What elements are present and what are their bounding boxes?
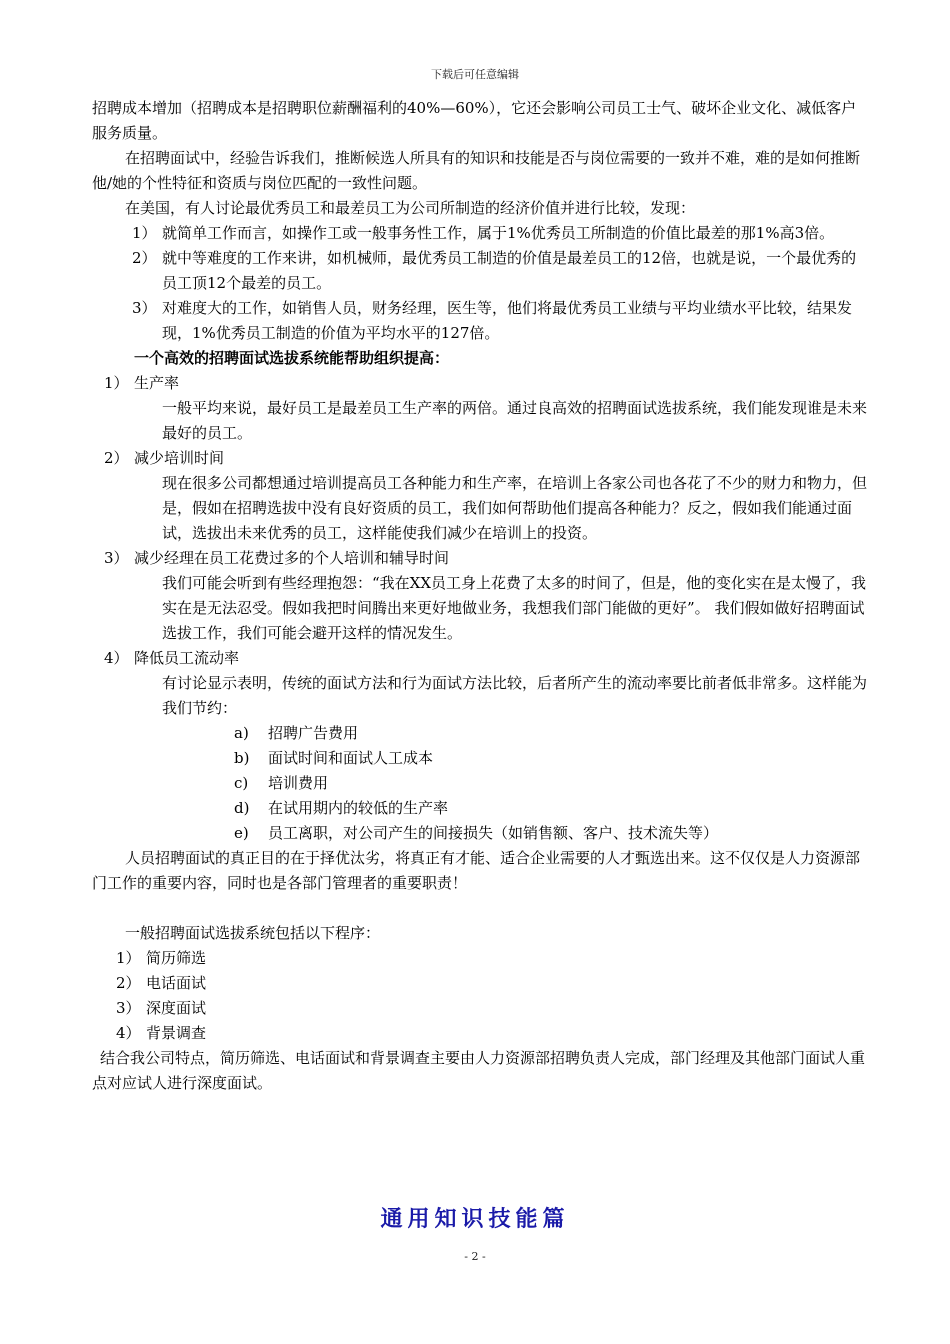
procedure-item [92, 946, 868, 971]
benefit-title-text: 降低员工流动率 [134, 649, 240, 667]
benefit-title-text: 减少经理在员工花费过多的个人培训和辅导时间 [134, 549, 450, 567]
benefit-title-text: 减少培训时间 [134, 449, 225, 467]
saving-letter: e) [234, 824, 249, 842]
benefit-body: 现在很多公司都想通过培训提高员工各种能力和生产率，在培训上各家公司也各花了不少的财力和物力，但是，假如在招聘选拔中没有良好资质的员工，我们如何帮助他们提高各种能力？反之，假如我们能通过面试，选拔出未来优秀的员工，这样能使我们减少在培训上的投资。 [162, 474, 868, 542]
paragraph-interview-purpose: 人员招聘面试的真正目的在于择优汰劣，将真正有才能、适合企业需要的人才甄选出来。这不仅仅是人力资源部门工作的重要内容，同时也是各部门管理者的重要职责！ [92, 849, 861, 892]
finding-number: 3） [132, 299, 157, 317]
paragraph-interview-experience: 在招聘面试中，经验告诉我们，推断候选人所具有的知识和技能是否与岗位需要的一致并不难，难的是如何推断他/她的个性特征和资质与岗位匹配的一致性问题。 [92, 149, 861, 192]
procedure-item [92, 996, 868, 1021]
finding-number: 2） [132, 249, 157, 267]
paragraph-conclusion: 结合我公司特点，简历筛选、电话面试和背景调查主要由人力资源部招聘负责人完成，部门经理及其他部门面试人重点对应试人进行深度面试。 [92, 1049, 866, 1092]
procedure-number: 4） [116, 1024, 141, 1042]
saving-item [92, 771, 868, 796]
procedure-number: 3） [116, 999, 141, 1017]
saving-letter: c) [234, 774, 249, 792]
document-body [92, 96, 868, 1096]
finding-text: 就中等难度的工作来讲，如机械师，最优秀员工制造的价值是最差员工的12倍，也就是说，一个最优秀的员工顶12个最差的员工。 [162, 249, 857, 292]
benefit-title-text: 生产率 [134, 374, 180, 392]
procedure-item [92, 1021, 868, 1046]
paragraph-recruitment-cost: 招聘成本增加（招聘成本是招聘职位薪酬福利的40%—60%），它还会影响公司员工士气、破坏企业文化、减低客户服务质量。 [92, 99, 857, 142]
finding-item [92, 221, 868, 246]
saving-item [92, 796, 868, 821]
procedure-number: 1） [116, 949, 141, 967]
paragraph-us-comparison: 在美国，有人讨论最优秀员工和最差员工为公司所制造的经济价值并进行比较，发现： [125, 199, 696, 217]
benefit-number: 1） [104, 374, 129, 392]
benefit-body: 有讨论显示表明，传统的面试方法和行为面试方法比较，后者所产生的流动率要比前者低非常多。这样能为我们节约： [162, 674, 868, 717]
finding-item [92, 246, 868, 296]
procedure-number: 2） [116, 974, 141, 992]
section-title: 通用知识技能篇 [380, 1206, 570, 1232]
saving-letter: b) [234, 749, 250, 767]
procedure-text: 深度面试 [146, 999, 207, 1017]
saving-item [92, 821, 868, 846]
benefit-body: 我们可能会听到有些经理抱怨：“我在XX员工身上花费了太多的时间了，但是，他的变化实在是太慢了，我实在是无法忍受。假如我把时间腾出来更好地做业务，我想我们部门能做的更好”。 我们假如做好招聘面试选拔工作，我们可能会避开这样的情况发生。 [162, 574, 867, 642]
procedure-item [92, 971, 868, 996]
finding-text: 就简单工作而言，如操作工或一般事务性工作，属于1%优秀员工所制造的价值比最差的那1%高3倍。 [162, 224, 835, 242]
benefit-number: 4） [104, 649, 129, 667]
benefit-title [92, 546, 868, 571]
saving-item [92, 746, 868, 771]
benefit-title [92, 371, 868, 396]
benefit-title [92, 446, 868, 471]
benefits-heading: 一个高效的招聘面试选拔系统能帮助组织提高： [134, 349, 450, 367]
blank-line [92, 896, 868, 921]
saving-text: 招聘广告费用 [268, 724, 359, 742]
saving-text: 在试用期内的较低的生产率 [268, 799, 449, 817]
finding-text: 对难度大的工作，如销售人员，财务经理，医生等，他们将最优秀员工业绩与平均业绩水平比较，结果发现，1%优秀员工制造的价值为平均水平的127倍。 [162, 299, 853, 342]
benefit-number: 3） [104, 549, 129, 567]
finding-number: 1） [132, 224, 157, 242]
saving-item [92, 721, 868, 746]
saving-text: 培训费用 [268, 774, 329, 792]
finding-item [92, 296, 868, 346]
saving-letter: a) [234, 724, 249, 742]
saving-text: 员工离职，对公司产生的间接损失（如销售额、客户、技术流失等） [268, 824, 719, 842]
procedure-text: 电话面试 [146, 974, 207, 992]
paragraph-procedure-intro: 一般招聘面试选拔系统包括以下程序： [125, 924, 381, 942]
saving-letter: d) [234, 799, 250, 817]
benefit-body: 一般平均来说，最好员工是最差员工生产率的两倍。通过良高效的招聘面试选拔系统，我们能发现谁是未来最好的员工。 [162, 399, 868, 442]
saving-text: 面试时间和面试人工成本 [268, 749, 434, 767]
procedure-text: 背景调查 [146, 1024, 207, 1042]
page-number: - 2 - [464, 1250, 486, 1263]
page-header: 下载后可任意编辑 [431, 68, 519, 81]
benefit-number: 2） [104, 449, 129, 467]
procedure-text: 简历筛选 [146, 949, 207, 967]
benefit-title [92, 646, 868, 671]
